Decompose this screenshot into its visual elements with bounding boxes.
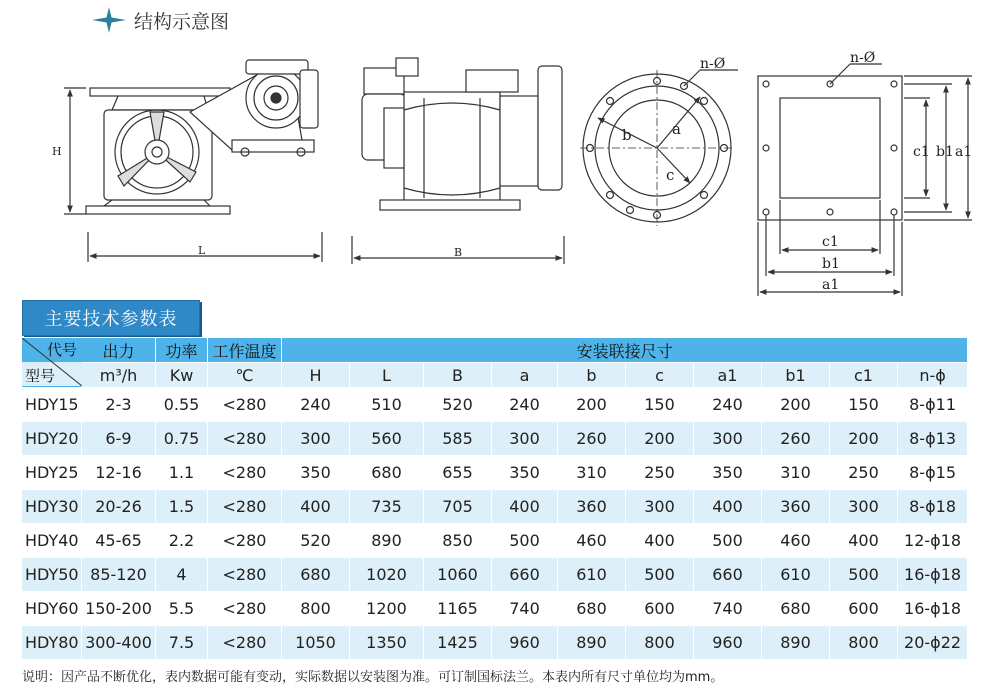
value-cell: 400: [694, 490, 762, 524]
value-cell: 800: [830, 626, 898, 660]
value-cell: 850: [424, 524, 492, 558]
dim-label-b1-vertical: b1: [936, 144, 954, 160]
value-cell: 8-ϕ18: [898, 490, 968, 524]
dim-label-a: a: [672, 120, 681, 138]
value-cell: 680: [558, 592, 626, 626]
value-cell: 890: [350, 524, 424, 558]
value-cell: <280: [208, 490, 282, 524]
value-cell: 12-16: [82, 456, 156, 490]
value-cell: 1200: [350, 592, 424, 626]
value-cell: 400: [282, 490, 350, 524]
value-cell: 2-3: [82, 388, 156, 422]
unit-cell: m³/h: [82, 363, 156, 388]
table-row: [22, 456, 968, 490]
dim-label-c: c: [666, 166, 675, 184]
footnote: 说明：因产品不断优化，表内数据可能有变动，实际数据以安装图为准。可订制国标法兰。本表内所有尺寸单位均为mm。: [22, 670, 724, 685]
value-cell: 680: [282, 558, 350, 592]
value-cell: 8-ϕ11: [898, 388, 968, 422]
value-cell: 360: [558, 490, 626, 524]
table-row: [22, 626, 968, 660]
value-cell: 500: [492, 524, 558, 558]
value-cell: 960: [492, 626, 558, 660]
value-cell: 360: [762, 490, 830, 524]
unit-cell: b: [558, 363, 626, 388]
value-cell: 890: [762, 626, 830, 660]
dim-label-c1-horizontal: c1: [822, 234, 839, 250]
unit-cell: b1: [762, 363, 830, 388]
value-cell: 350: [492, 456, 558, 490]
value-cell: 260: [762, 422, 830, 456]
unit-cell: ℃: [208, 363, 282, 388]
value-cell: 600: [626, 592, 694, 626]
value-cell: 150: [830, 388, 898, 422]
dim-label-c1-vertical: c1: [913, 144, 930, 160]
value-cell: 1050: [282, 626, 350, 660]
value-cell: 960: [694, 626, 762, 660]
value-cell: 1.1: [156, 456, 208, 490]
value-cell: 500: [830, 558, 898, 592]
value-cell: 705: [424, 490, 492, 524]
value-cell: 400: [830, 524, 898, 558]
value-cell: 460: [762, 524, 830, 558]
value-cell: 0.75: [156, 422, 208, 456]
value-cell: 1060: [424, 558, 492, 592]
header-output: 出力: [82, 338, 156, 363]
value-cell: 510: [350, 388, 424, 422]
value-cell: 800: [626, 626, 694, 660]
value-cell: 735: [350, 490, 424, 524]
value-cell: 150: [626, 388, 694, 422]
value-cell: 260: [558, 422, 626, 456]
unit-cell: B: [424, 363, 492, 388]
value-cell: 460: [558, 524, 626, 558]
unit-cell: c1: [830, 363, 898, 388]
corner-model-label: 型号: [25, 367, 56, 385]
value-cell: 250: [626, 456, 694, 490]
value-cell: 560: [350, 422, 424, 456]
value-cell: 240: [492, 388, 558, 422]
dim-label-H: H: [52, 145, 62, 158]
value-cell: 6-9: [82, 422, 156, 456]
model-cell: HDY20: [22, 422, 82, 456]
value-cell: 200: [830, 422, 898, 456]
table-row: [22, 388, 968, 422]
model-cell: HDY60: [22, 592, 82, 626]
dim-label-a1-vertical: a1: [955, 144, 973, 160]
value-cell: 610: [558, 558, 626, 592]
value-cell: 0.55: [156, 388, 208, 422]
value-cell: 680: [350, 456, 424, 490]
dim-label-b: b: [622, 126, 632, 144]
table-header-row: [22, 338, 968, 363]
round-flange-drawing: [580, 70, 738, 226]
unit-cell: a1: [694, 363, 762, 388]
model-cell: HDY40: [22, 524, 82, 558]
table-row: [22, 524, 968, 558]
unit-cell: L: [350, 363, 424, 388]
front-view-drawing: [64, 60, 322, 262]
unit-cell: Kw: [156, 363, 208, 388]
structure-drawings: [0, 0, 1007, 300]
value-cell: 45-65: [82, 524, 156, 558]
value-cell: 16-ϕ18: [898, 558, 968, 592]
model-cell: HDY80: [22, 626, 82, 660]
value-cell: 740: [492, 592, 558, 626]
value-cell: 310: [762, 456, 830, 490]
value-cell: 740: [694, 592, 762, 626]
table-row: [22, 558, 968, 592]
table-title: 主要技术参数表: [44, 309, 178, 330]
value-cell: 520: [424, 388, 492, 422]
value-cell: <280: [208, 558, 282, 592]
table-row: [22, 490, 968, 524]
value-cell: 600: [830, 592, 898, 626]
value-cell: 8-ϕ13: [898, 422, 968, 456]
value-cell: 20-ϕ22: [898, 626, 968, 660]
table-title-badge: [22, 300, 200, 336]
value-cell: 12-ϕ18: [898, 524, 968, 558]
value-cell: 310: [558, 456, 626, 490]
value-cell: 300: [694, 422, 762, 456]
table-row: [22, 592, 968, 626]
value-cell: <280: [208, 456, 282, 490]
value-cell: 16-ϕ18: [898, 592, 968, 626]
dim-label-n-phi-square: n-Ø: [850, 50, 876, 66]
value-cell: 1020: [350, 558, 424, 592]
model-cell: HDY50: [22, 558, 82, 592]
value-cell: 300: [492, 422, 558, 456]
value-cell: 200: [762, 388, 830, 422]
value-cell: 2.2: [156, 524, 208, 558]
value-cell: 350: [282, 456, 350, 490]
value-cell: 890: [558, 626, 626, 660]
value-cell: 585: [424, 422, 492, 456]
value-cell: 240: [694, 388, 762, 422]
value-cell: 680: [762, 592, 830, 626]
value-cell: 350: [694, 456, 762, 490]
value-cell: 85-120: [82, 558, 156, 592]
value-cell: 200: [558, 388, 626, 422]
model-cell: HDY30: [22, 490, 82, 524]
dim-label-L: L: [198, 244, 206, 257]
value-cell: 655: [424, 456, 492, 490]
table-body: [22, 388, 968, 660]
value-cell: 150-200: [82, 592, 156, 626]
value-cell: 500: [694, 524, 762, 558]
dim-label-n-phi-round: n-Ø: [700, 56, 726, 72]
value-cell: 250: [830, 456, 898, 490]
value-cell: 1350: [350, 626, 424, 660]
dim-label-a1-horizontal: a1: [822, 277, 840, 293]
value-cell: <280: [208, 626, 282, 660]
square-flange-drawing: [758, 64, 972, 296]
value-cell: 300: [282, 422, 350, 456]
corner-header-cell: [22, 338, 82, 388]
value-cell: 400: [492, 490, 558, 524]
unit-cell: a: [492, 363, 558, 388]
value-cell: 500: [626, 558, 694, 592]
value-cell: 200: [626, 422, 694, 456]
header-power: 功率: [156, 338, 208, 363]
value-cell: 520: [282, 524, 350, 558]
value-cell: 8-ϕ15: [898, 456, 968, 490]
model-cell: HDY15: [22, 388, 82, 422]
value-cell: 20-26: [82, 490, 156, 524]
value-cell: 660: [492, 558, 558, 592]
model-cell: HDY25: [22, 456, 82, 490]
value-cell: 300-400: [82, 626, 156, 660]
unit-cell: c: [626, 363, 694, 388]
side-view-drawing: [352, 58, 564, 264]
value-cell: 1425: [424, 626, 492, 660]
value-cell: 7.5: [156, 626, 208, 660]
section-title-text: 结构示意图: [134, 10, 230, 33]
dim-label-B: B: [454, 246, 463, 259]
dim-label-b1-horizontal: b1: [822, 256, 840, 272]
value-cell: 240: [282, 388, 350, 422]
corner-code-label: 代号: [46, 341, 77, 359]
unit-cell: n-ϕ: [898, 363, 968, 388]
value-cell: <280: [208, 524, 282, 558]
value-cell: 400: [626, 524, 694, 558]
value-cell: 1165: [424, 592, 492, 626]
table-unit-row: [22, 363, 968, 388]
value-cell: 660: [694, 558, 762, 592]
parameter-table: [21, 337, 968, 660]
unit-cell: H: [282, 363, 350, 388]
table-row: [22, 422, 968, 456]
value-cell: <280: [208, 592, 282, 626]
value-cell: 4: [156, 558, 208, 592]
value-cell: 610: [762, 558, 830, 592]
value-cell: 300: [830, 490, 898, 524]
header-install-dimensions: 安装联接尺寸: [282, 338, 968, 363]
value-cell: 5.5: [156, 592, 208, 626]
value-cell: 800: [282, 592, 350, 626]
value-cell: 300: [626, 490, 694, 524]
value-cell: 1.5: [156, 490, 208, 524]
value-cell: <280: [208, 422, 282, 456]
value-cell: <280: [208, 388, 282, 422]
header-temperature: 工作温度: [208, 338, 282, 363]
